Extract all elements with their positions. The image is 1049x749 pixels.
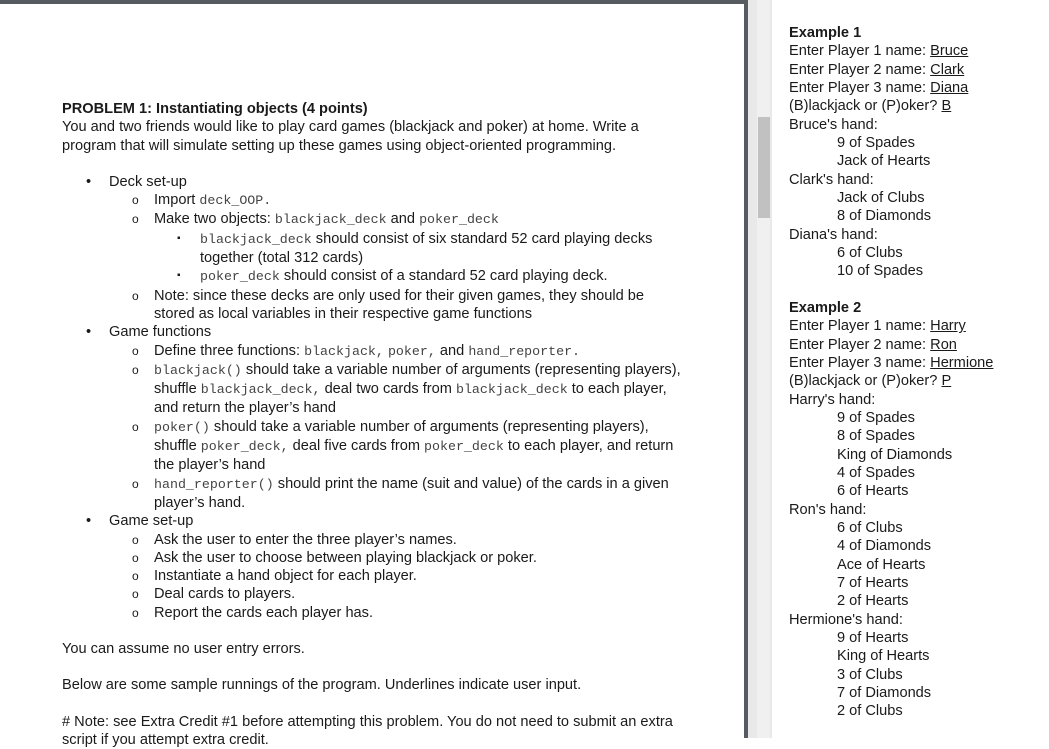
list-item [154, 267, 682, 286]
hand-label: Diana's hand: [789, 226, 878, 243]
item-text: Instantiate a hand object for each player. [154, 568, 417, 585]
item-text: should take a variable number of arguments (representing players), shuffle [154, 361, 681, 398]
paragraph-sample: Below are some sample runnings of the program. Underlines indicate user input. [62, 677, 582, 694]
list-item-deck-setup [62, 173, 682, 323]
list-item [109, 604, 682, 622]
list-item [109, 567, 682, 585]
circle-bullet-icon: o [132, 569, 139, 584]
circle-bullet-icon: o [132, 476, 139, 491]
item-text: Ask the user to enter the three player’s names. [154, 531, 457, 548]
code-span: hand_reporter() [154, 476, 274, 492]
list-item [109, 287, 682, 324]
prompt-label: (B)lackjack or (P)oker? [789, 373, 942, 390]
prompt-label: Enter Player 3 name: [789, 354, 931, 371]
problem-intro: You and two friends would like to play card games (blackjack and poker) at home. Write a program that will simulate setting up these games using object-oriented programming. [62, 119, 639, 154]
section-heading-functions: Game functions [109, 324, 212, 341]
prompt-label: (B)lackjack or (P)oker? [789, 98, 942, 115]
item-text: to each player, and return the player’s hand [154, 438, 674, 474]
prompt-label: Enter Player 2 name: [789, 61, 931, 78]
item-text: should print the name (suit and value) of the cards in a given player’s hand. [154, 475, 669, 511]
list-item [109, 361, 682, 418]
prompt-line [789, 372, 1044, 390]
card-line: 4 of Diamonds [837, 538, 932, 555]
item-text: and [439, 342, 465, 359]
item-text: Make two objects: [154, 211, 271, 228]
example-1 [789, 24, 1044, 281]
prompt-line [789, 317, 1044, 335]
item-text: Ask the user to choose between playing blackjack or poker. [154, 549, 537, 566]
bullet-icon: • [86, 513, 92, 530]
prompt-line [789, 336, 1044, 354]
bullet-icon: • [86, 324, 92, 341]
list-item [109, 342, 682, 361]
example-title: Example 1 [789, 25, 862, 41]
section-heading-setup: Game set-up [109, 513, 194, 530]
code-span: blackjack() [154, 362, 242, 378]
code-span: deck_OOP. [199, 193, 272, 209]
item-text: should take a variable number of arguments (representing players), shuffle [154, 418, 649, 455]
prompt-line [789, 61, 1044, 79]
list-item [109, 191, 682, 210]
item-text: Define three functions: [154, 342, 301, 359]
item-text: should consist of a standard 52 card playing deck. [283, 268, 608, 285]
card-line: 8 of Spades [837, 428, 915, 445]
list-item [109, 531, 682, 549]
hand-label: Ron's hand: [789, 501, 867, 518]
card-line: 2 of Hearts [837, 593, 909, 610]
user-input: Harry [930, 318, 966, 335]
item-text: Deal cards to players. [154, 586, 296, 603]
hand-label: Hermione's hand: [789, 611, 903, 628]
card-line: 7 of Hearts [837, 574, 909, 591]
user-input: Bruce [930, 43, 969, 60]
item-text: deal two cards from [324, 381, 452, 398]
circle-bullet-icon: o [132, 419, 139, 434]
card-line: 6 of Hearts [837, 483, 909, 500]
card-line: Jack of Clubs [837, 190, 925, 207]
functions-sublist [109, 342, 682, 513]
card-line: King of Diamonds [837, 446, 953, 463]
problem-content [62, 100, 682, 749]
circle-bullet-icon: o [132, 343, 139, 358]
user-input: Hermione [930, 354, 994, 371]
code-span: blackjack_deck [455, 382, 568, 398]
card-line: 8 of Diamonds [837, 208, 932, 225]
item-text: should consist of six standard 52 card playing decks together (total 312 cards) [200, 230, 653, 267]
circle-bullet-icon: o [132, 288, 139, 303]
user-input: B [941, 98, 952, 115]
code-span: poker_deck [424, 439, 504, 455]
card-line: 9 of Spades [837, 135, 915, 152]
code-span: blackjack_deck [274, 212, 387, 228]
example-title: Example 2 [789, 299, 862, 316]
card-line: 6 of Clubs [837, 245, 903, 262]
hand-label: Bruce's hand: [789, 116, 878, 133]
deck-object-sublist [154, 230, 682, 287]
deck-sublist [109, 191, 682, 323]
item-text: deal five cards from [292, 438, 420, 455]
hand-label: Clark's hand: [789, 171, 874, 188]
item-text: and [390, 211, 416, 228]
paragraph-note: # Note: see Extra Credit #1 before attempting this problem. You do not need to submit an extra script if you attempt extra credit. [62, 713, 673, 748]
card-line: 10 of Spades [837, 263, 924, 280]
user-input: Clark [930, 61, 965, 78]
user-input: P [941, 373, 952, 390]
square-bullet-icon: ▪ [177, 270, 181, 282]
square-bullet-icon: ▪ [177, 232, 181, 244]
code-span: blackjack_deck, [200, 382, 321, 398]
list-item [109, 585, 682, 603]
item-text: Import [154, 192, 196, 209]
card-line: 6 of Clubs [837, 519, 903, 536]
prompt-label: Enter Player 3 name: [789, 80, 931, 97]
scrollbar-thumb[interactable] [758, 117, 770, 218]
card-line: King of Hearts [837, 648, 930, 665]
code-span: poker_deck, [200, 439, 289, 455]
list-item [109, 210, 682, 286]
circle-bullet-icon: o [132, 605, 139, 620]
item-text: Note: since these decks are only used for their given games, they should be stored as local variables in their respective game functions [154, 287, 644, 322]
code-span: hand_reporter. [468, 343, 581, 359]
card-line: 3 of Clubs [837, 666, 903, 683]
scrollbar-track[interactable] [757, 0, 770, 738]
prompt-label: Enter Player 2 name: [789, 336, 931, 353]
circle-bullet-icon: o [132, 362, 139, 377]
paragraph-assume: You can assume no user entry errors. [62, 641, 305, 658]
prompt-line [789, 97, 1044, 115]
prompt-label: Enter Player 1 name: [789, 318, 931, 335]
circle-bullet-icon: o [132, 193, 139, 208]
bullet-icon: • [86, 173, 92, 190]
list-item [109, 418, 682, 475]
hand-label: Harry's hand: [789, 391, 876, 408]
circle-bullet-icon: o [132, 212, 139, 227]
list-item [109, 549, 682, 567]
card-line: 2 of Clubs [837, 703, 903, 720]
requirements-list [62, 173, 682, 622]
code-span: poker, [387, 343, 436, 359]
item-text: Report the cards each player has. [154, 604, 374, 621]
prompt-line [789, 42, 1044, 60]
circle-bullet-icon: o [132, 550, 139, 565]
card-line: Jack of Hearts [837, 153, 931, 170]
examples-content [789, 24, 1044, 721]
code-span: blackjack, [304, 343, 384, 359]
code-span: poker_deck [419, 212, 499, 228]
list-item-game-functions [62, 323, 682, 512]
code-span: poker_deck [200, 269, 280, 285]
circle-bullet-icon: o [132, 532, 139, 547]
card-line: 9 of Hearts [837, 630, 909, 646]
code-span: blackjack_deck [200, 231, 312, 247]
prompt-label: Enter Player 1 name: [789, 43, 931, 60]
card-line: 7 of Diamonds [837, 685, 932, 702]
code-span: poker() [154, 419, 210, 435]
list-item [154, 230, 682, 268]
list-item-game-setup [62, 512, 682, 622]
circle-bullet-icon: o [132, 587, 139, 602]
setup-sublist [109, 531, 682, 622]
card-line: 9 of Spades [837, 409, 915, 426]
section-heading-deck: Deck set-up [109, 173, 187, 190]
list-item [109, 475, 682, 513]
card-line: Ace of Hearts [837, 556, 926, 573]
item-text: to each player, and return the player’s hand [154, 381, 667, 417]
card-line: 4 of Spades [837, 464, 915, 481]
prompt-line [789, 79, 1044, 97]
example-2 [789, 299, 1044, 721]
user-input: Diana [930, 80, 969, 97]
user-input: Ron [930, 336, 957, 353]
prompt-line [789, 354, 1044, 372]
problem-title: PROBLEM 1: Instantiating objects (4 points) [62, 101, 368, 117]
